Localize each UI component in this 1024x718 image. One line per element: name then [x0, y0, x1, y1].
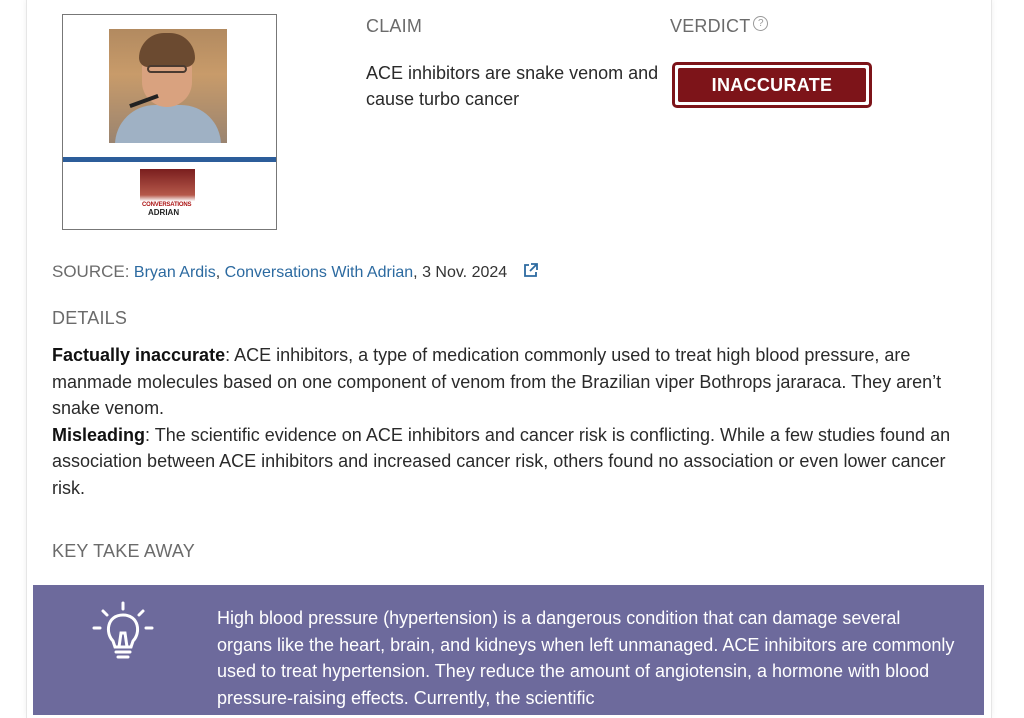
- detail-title: Misleading: [52, 424, 146, 445]
- detail-item: [52, 422, 972, 502]
- claim-text: ACE inhibitors are snake venom and cause turbo cancer: [366, 63, 659, 109]
- detail-item: [52, 342, 972, 422]
- claim-label: CLAIM: [366, 16, 423, 36]
- source-line: [52, 262, 539, 284]
- source-label: SOURCE:: [52, 262, 130, 281]
- key-takeaway-text: High blood pressure (hypertension) is a dangerous condition that can damage several organs like the heart, brain, and kidneys when left unmanaged. ACE inhibitors are commonly used to treat hypertension. They reduce the amount of angiotensin, a hormone with blood pressure-raising effects. Currently, the scientific: [217, 608, 955, 708]
- thumbnail-divider: [63, 157, 276, 162]
- details-body: [52, 342, 972, 501]
- external-link-icon[interactable]: [522, 262, 539, 284]
- verdict-label: VERDICT: [670, 16, 751, 36]
- source-separator: ,: [215, 264, 221, 281]
- verdict-value: INACCURATE: [678, 68, 866, 102]
- source-speaker-link[interactable]: Bryan Ardis: [133, 264, 216, 281]
- verdict-header: [670, 16, 768, 37]
- help-icon[interactable]: ?: [753, 16, 768, 31]
- verdict-badge[interactable]: [672, 62, 872, 108]
- lightbulb-icon: [91, 601, 155, 670]
- source-date: , 3 Nov. 2024: [413, 264, 508, 281]
- key-takeaway-box: [33, 585, 984, 715]
- key-takeaway-label: KEY TAKE AWAY: [52, 541, 195, 561]
- detail-title: Factually inaccurate: [52, 345, 226, 365]
- podcast-logo: CONVERSATIONS ADRIAN: [140, 169, 195, 221]
- detail-text: : ACE inhibitors, a type of medication commonly used to treat high blood pressure, are manmade molecules based on one component of venom from the Brazilian viper Bothrops jararaca. They aren’t snake venom.: [52, 345, 942, 418]
- details-label: DETAILS: [52, 308, 128, 328]
- speaker-photo: [109, 29, 227, 143]
- source-outlet-link[interactable]: Conversations With Adrian: [224, 264, 414, 281]
- claim-thumbnail[interactable]: [62, 14, 277, 230]
- detail-text: : The scientific evidence on ACE inhibitors and cancer risk is conflicting. While a few studies found an association between ACE inhibitors and increased cancer risk, others found no association or even lower cancer risk.: [52, 424, 951, 498]
